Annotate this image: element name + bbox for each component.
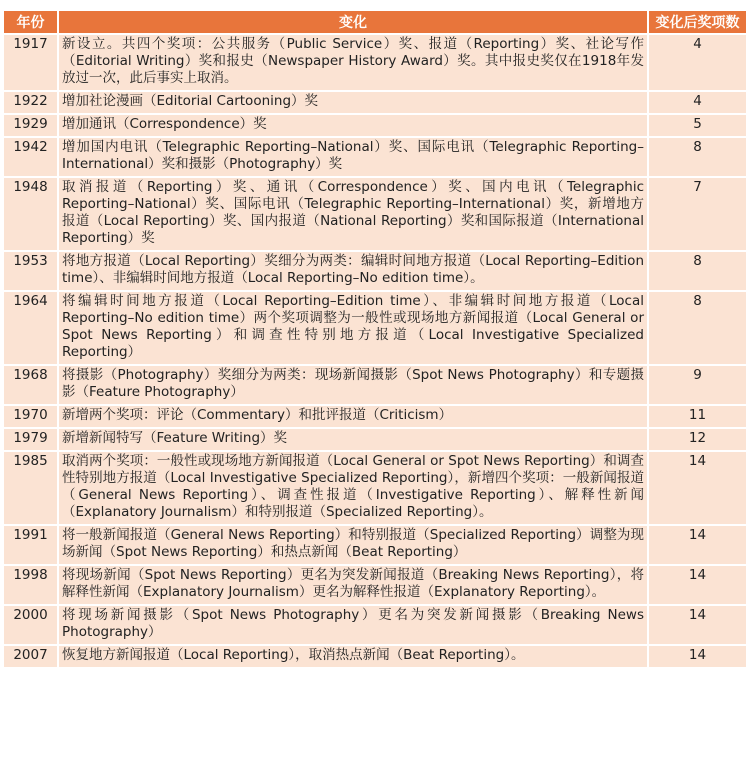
- table-row: [4, 566, 746, 606]
- year-cell: 1970: [4, 406, 59, 429]
- table-row: [4, 115, 746, 138]
- change-cell: 增加通讯（Correspondence）奖: [59, 115, 649, 138]
- change-cell: 将编辑时间地方报道（Local Reporting–Edition time）、非编辑时间地方报道（Local Reporting–No edition time）两个奖项调整为一般性或现场地方新闻报道（Local General or Spot News Reporting）和调查性特别地方报道（Local Investigative Specialized Reporting）: [59, 292, 649, 366]
- award-count-cell: 14: [649, 526, 746, 566]
- award-count-cell: 4: [649, 92, 746, 115]
- year-cell: 2000: [4, 606, 59, 646]
- header-award-count: 变化后奖项数: [649, 11, 746, 35]
- year-cell: 1953: [4, 252, 59, 292]
- change-cell: 将一般新闻报道（General News Reporting）和特别报道（Specialized Reporting）调整为现场新闻（Spot News Reporting）和热点新闻（Beat Reporting）: [59, 526, 649, 566]
- year-cell: 1964: [4, 292, 59, 366]
- table-row: [4, 406, 746, 429]
- change-cell: 将摄影（Photography）奖细分为两类：现场新闻摄影（Spot News Photography）和专题摄影（Feature Photography）: [59, 366, 649, 406]
- pulitzer-changes-table-container: [4, 11, 746, 669]
- award-count-cell: 14: [649, 606, 746, 646]
- table-row: [4, 452, 746, 526]
- award-count-cell: 12: [649, 429, 746, 452]
- change-cell: 将地方报道（Local Reporting）奖细分为两类：编辑时间地方报道（Local Reporting–Edition time）、非编辑时间地方报道（Local Reporting–No edition time）。: [59, 252, 649, 292]
- award-count-cell: 11: [649, 406, 746, 429]
- table-row: [4, 252, 746, 292]
- year-cell: 1979: [4, 429, 59, 452]
- award-count-cell: 5: [649, 115, 746, 138]
- change-cell: 新增两个奖项：评论（Commentary）和批评报道（Criticism）: [59, 406, 649, 429]
- header-year: 年份: [4, 11, 59, 35]
- year-cell: 1922: [4, 92, 59, 115]
- change-cell: 取消报道（Reporting）奖、通讯（Correspondence）奖、国内电讯（Telegraphic Reporting–National）奖、国际电讯（Telegraphic Reporting–International）奖，新增地方报道（Local Reporting）奖、国内报道（National Reporting）奖和国际报道（International Reporting）奖: [59, 178, 649, 252]
- table-row: [4, 138, 746, 178]
- award-count-cell: 4: [649, 35, 746, 92]
- table-row: [4, 35, 746, 92]
- change-cell: 新设立。共四个奖项：公共服务（Public Service）奖、报道（Reporting）奖、社论写作（Editorial Writing）奖和报史（Newspaper History Award）奖。其中报史奖仅在1918年发放过一次，此后事实上取消。: [59, 35, 649, 92]
- award-count-cell: 9: [649, 366, 746, 406]
- award-count-cell: 14: [649, 566, 746, 606]
- change-cell: 将现场新闻（Spot News Reporting）更名为突发新闻报道（Breaking News Reporting），将解释性新闻（Explanatory Journalism）更名为解释性报道（Explanatory Reporting）。: [59, 566, 649, 606]
- table-row: [4, 178, 746, 252]
- change-cell: 增加社论漫画（Editorial Cartooning）奖: [59, 92, 649, 115]
- change-cell: 将现场新闻摄影（Spot News Photography）更名为突发新闻摄影（Breaking News Photography）: [59, 606, 649, 646]
- header-change: 变化: [59, 11, 649, 35]
- table-row: [4, 366, 746, 406]
- year-cell: 2007: [4, 646, 59, 669]
- year-cell: 1991: [4, 526, 59, 566]
- year-cell: 1929: [4, 115, 59, 138]
- award-count-cell: 7: [649, 178, 746, 252]
- change-cell: 新增新闻特写（Feature Writing）奖: [59, 429, 649, 452]
- pulitzer-changes-table: [4, 11, 746, 669]
- table-row: [4, 429, 746, 452]
- table-row: [4, 606, 746, 646]
- table-row: [4, 292, 746, 366]
- award-count-cell: 8: [649, 252, 746, 292]
- year-cell: 1968: [4, 366, 59, 406]
- change-cell: 恢复地方新闻报道（Local Reporting），取消热点新闻（Beat Reporting）。: [59, 646, 649, 669]
- award-count-cell: 8: [649, 138, 746, 178]
- year-cell: 1948: [4, 178, 59, 252]
- table-body: [4, 35, 746, 669]
- award-count-cell: 8: [649, 292, 746, 366]
- year-cell: 1985: [4, 452, 59, 526]
- table-row: [4, 92, 746, 115]
- year-cell: 1942: [4, 138, 59, 178]
- award-count-cell: 14: [649, 452, 746, 526]
- change-cell: 取消两个奖项：一般性或现场地方新闻报道（Local General or Spot News Reporting）和调查性特别地方报道（Local Investigative Specialized Reporting），新增四个奖项：一般新闻报道（General News Reporting）、调查性报道（Investigative Reporting）、解释性新闻（Explanatory Journalism）和特别报道（Specialized Reporting）。: [59, 452, 649, 526]
- change-cell: 增加国内电讯（Telegraphic Reporting–National）奖、国际电讯（Telegraphic Reporting–International）奖和摄影（Photography）奖: [59, 138, 649, 178]
- year-cell: 1917: [4, 35, 59, 92]
- table-row: [4, 526, 746, 566]
- year-cell: 1998: [4, 566, 59, 606]
- table-row: [4, 646, 746, 669]
- header-row: [4, 11, 746, 35]
- award-count-cell: 14: [649, 646, 746, 669]
